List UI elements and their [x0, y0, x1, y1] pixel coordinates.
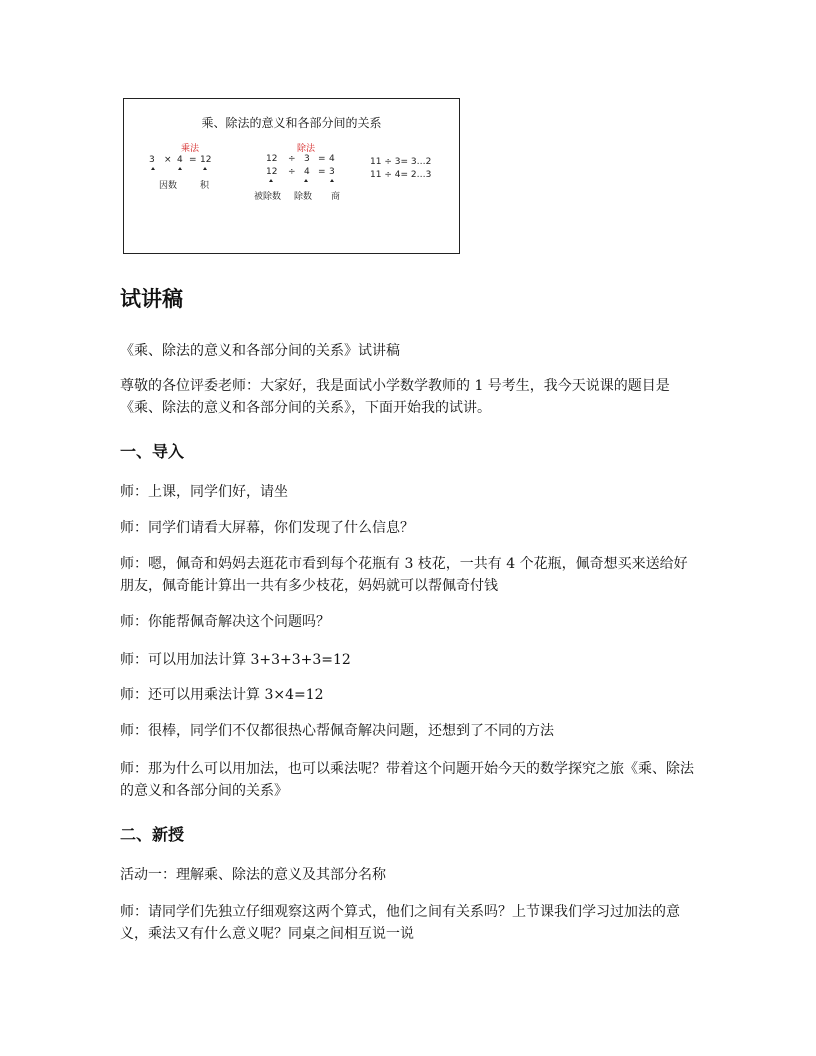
label-divisor: 除数 [294, 192, 313, 202]
intro-paragraph: 尊敬的各位评委老师：大家好，我是面试小学数学教师的 1 号考生，我今天说课的题目是《乘、除法的意义和各部分间的关系》，下面开始我的试讲。 [120, 378, 670, 416]
paragraph: 师：很棒，同学们不仅都很热心帮佩奇解决问题，还想到了不同的方法 [120, 723, 554, 739]
paragraph: 师：同学们请看大屏幕，你们发现了什么信息？ [120, 520, 414, 536]
label-factor: 因数 [159, 181, 178, 191]
div-row2-eq: = [318, 167, 326, 177]
div-row1-a: 12 [266, 154, 278, 164]
remainder-row1: 11 ÷ 3= 3…2 [370, 157, 432, 167]
div-row2-a: 12 [266, 167, 278, 177]
paragraph: 师：可以用加法计算 3+3+3+3=12 [120, 652, 351, 668]
mult-eq-c: 12 [200, 155, 212, 165]
div-row1-c: 4 [329, 154, 335, 164]
div-row1-b: 3 [304, 154, 310, 164]
div-row1-eq: = [318, 154, 326, 164]
mult-eq-op: × [164, 155, 172, 165]
div-row1-op: ÷ [288, 154, 296, 164]
remainder-row2: 11 ÷ 4= 2…3 [370, 170, 432, 180]
paragraph: 师：上课，同学们好，请坐 [120, 484, 288, 500]
arrow-mark [330, 179, 334, 182]
mult-eq-b: 4 [177, 155, 183, 165]
label-quotient: 商 [331, 192, 341, 202]
mult-heading: 乘法 [181, 144, 200, 154]
arrow-mark [269, 179, 273, 182]
paragraph: 师：请同学们先独立仔细观察这两个算式，他们之间有关系吗？上节课我们学习过加法的意义，乘法又有什么意义呢？同桌之间相互说一说 [120, 904, 680, 942]
paragraph: 师：那为什么可以用加法，也可以乘法呢？带着这个问题开始今天的数学探究之旅《乘、除法的意义和各部分间的关系》 [120, 761, 694, 799]
div-heading: 除法 [297, 144, 316, 154]
paragraph: 师：还可以用乘法计算 3×4=12 [120, 687, 324, 703]
slide-figure [123, 98, 460, 254]
div-row2-c: 3 [329, 167, 335, 177]
div-row2-b: 4 [304, 167, 310, 177]
arrow-mark [151, 167, 155, 170]
arrow-mark [178, 167, 182, 170]
mult-eq-a: 3 [149, 155, 155, 165]
document-title: 试讲稿 [120, 287, 183, 311]
figure-title: 乘、除法的意义和各部分间的关系 [201, 116, 382, 130]
div-row2-op: ÷ [288, 167, 296, 177]
section-heading-intro: 一、导入 [120, 442, 185, 461]
subtitle: 《乘、除法的意义和各部分间的关系》试讲稿 [120, 343, 400, 359]
paragraph: 师：嗯，佩奇和妈妈去逛花市看到每个花瓶有 3 枝花，一共有 4 个花瓶，佩奇想买来送给好朋友，佩奇能计算出一共有多少枝花，妈妈就可以帮佩奇付钱 [120, 556, 688, 594]
label-product: 积 [200, 181, 210, 191]
paragraph: 活动一：理解乘、除法的意义及其部分名称 [120, 867, 386, 883]
arrow-mark [203, 167, 207, 170]
arrow-mark [304, 179, 308, 182]
section-heading-new-lesson: 二、新授 [120, 825, 185, 844]
mult-eq-eq: = [189, 155, 197, 165]
label-dividend: 被除数 [254, 192, 282, 202]
paragraph: 师：你能帮佩奇解决这个问题吗？ [120, 614, 330, 630]
